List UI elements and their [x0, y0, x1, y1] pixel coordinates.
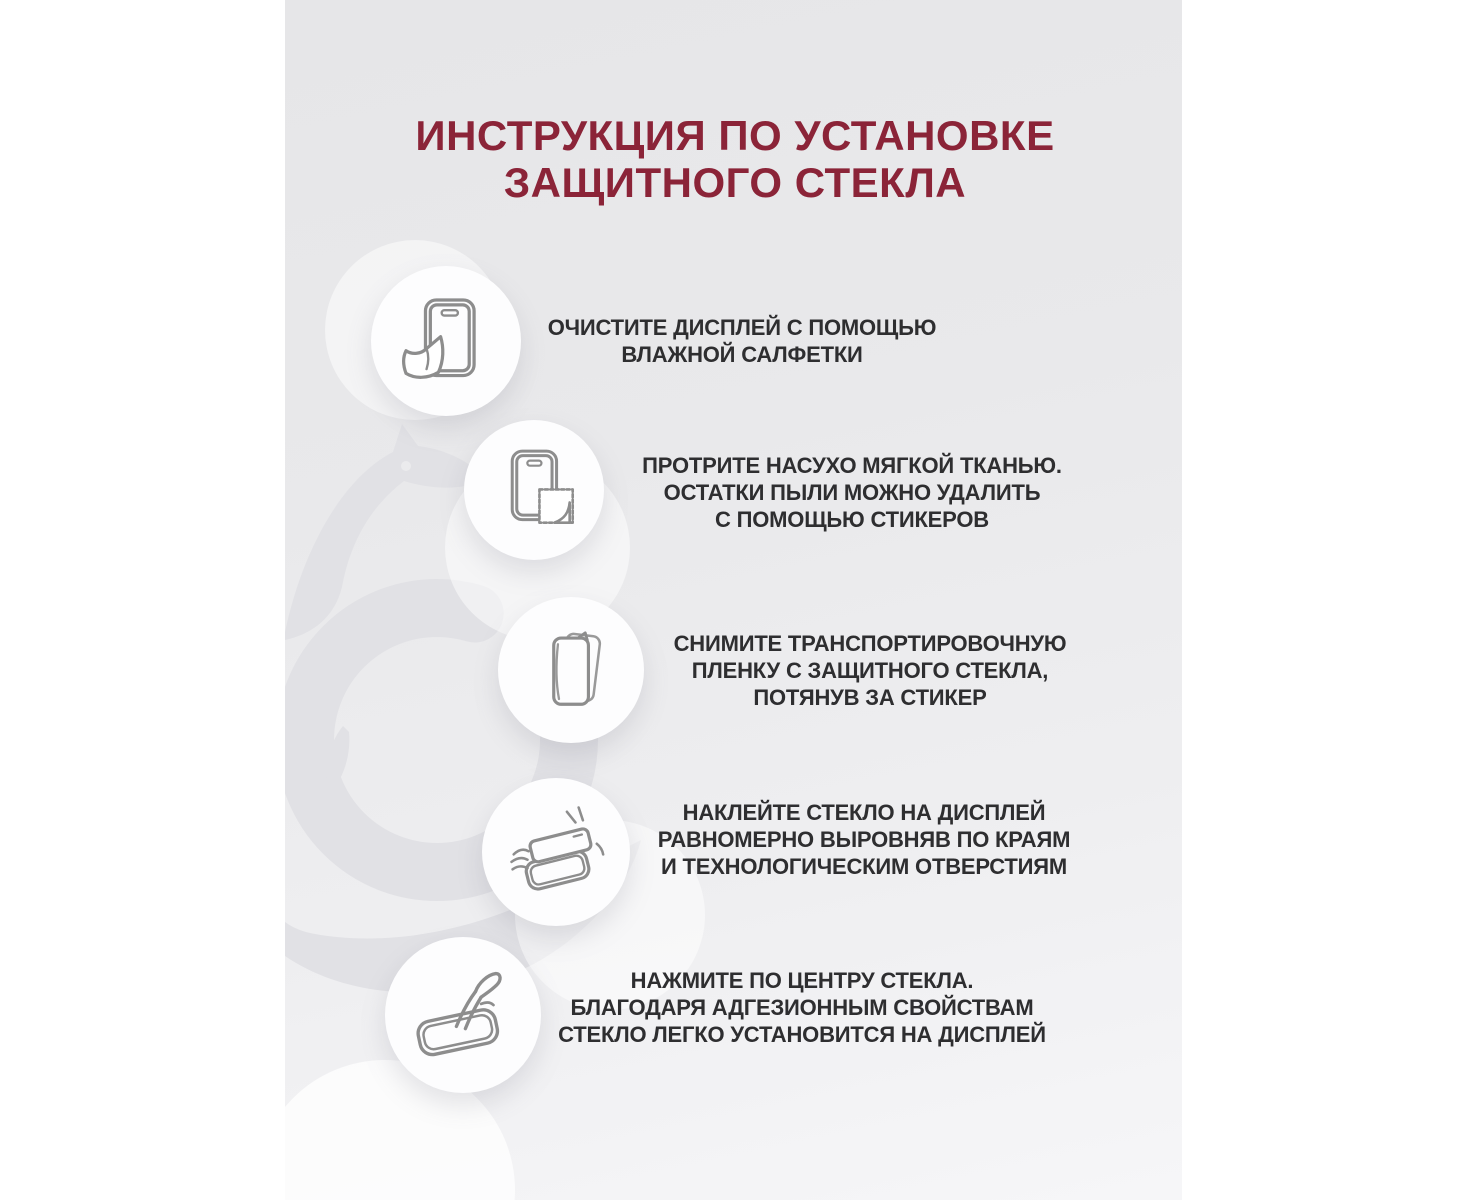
title-line-1: ИНСТРУКЦИЯ ПО УСТАНОВКЕ	[415, 112, 1055, 159]
step-1-line: ОЧИСТИТЕ ДИСПЛЕЙ С ПОМОЩЬЮ	[547, 315, 937, 340]
step-3-line: СНИМИТЕ ТРАНСПОРТИРОВОЧНУЮ	[673, 631, 1067, 656]
step-4-line: И ТЕХНОЛОГИЧЕСКИМ ОТВЕРСТИЯМ	[660, 854, 1068, 879]
step-1-text	[548, 314, 937, 368]
step-5-line: БЛАГОДАРЯ АДГЕЗИОННЫМ СВОЙСТВАМ	[570, 995, 1034, 1020]
step-5-line: НАЖМИТЕ ПО ЦЕНТРУ СТЕКЛА.	[630, 968, 974, 993]
step-4-line: НАКЛЕЙТЕ СТЕКЛО НА ДИСПЛЕЙ	[682, 800, 1046, 825]
step-3-line: ПЛЕНКУ С ЗАЩИТНОГО СТЕКЛА,	[691, 658, 1049, 683]
instruction-page	[285, 0, 1182, 1200]
step-4-line: РАВНОМЕРНО ВЫРОВНЯВ ПО КРАЯМ	[657, 827, 1071, 852]
step-1-icon-circle	[371, 266, 521, 416]
step-1-line: ВЛАЖНОЙ САЛФЕТКИ	[621, 342, 863, 367]
title-line-2: ЗАЩИТНОГО СТЕКЛА	[503, 159, 967, 206]
align-glass-on-display-icon	[503, 799, 610, 906]
page-title	[415, 112, 1054, 206]
step-5-icon-circle	[385, 937, 541, 1093]
step-2-text	[642, 452, 1062, 533]
step-3-line: ПОТЯНУВ ЗА СТИКЕР	[753, 685, 987, 710]
watermark-eye	[401, 461, 411, 471]
step-5-text	[558, 967, 1046, 1048]
dry-wipe-sticker-icon	[484, 440, 585, 541]
press-glass-center-icon	[407, 959, 519, 1071]
clean-display-wipe-icon	[392, 287, 500, 395]
step-2-icon-circle	[464, 420, 604, 560]
step-2-line: ПРОТРИТЕ НАСУХО МЯГКОЙ ТКАНЬЮ.	[642, 453, 1062, 478]
step-5-line: СТЕКЛО ЛЕГКО УСТАНОВИТСЯ НА ДИСПЛЕЙ	[558, 1022, 1046, 1047]
step-3-icon-circle	[498, 597, 644, 743]
step-2-line: ОСТАТКИ ПЫЛИ МОЖНО УДАЛИТЬ	[663, 480, 1041, 505]
step-2-line: С ПОМОЩЬЮ СТИКЕРОВ	[715, 507, 989, 532]
step-4-text	[658, 799, 1070, 880]
step-4-icon-circle	[482, 778, 630, 926]
peel-transport-film-icon	[518, 617, 623, 722]
step-3-text	[674, 630, 1067, 711]
